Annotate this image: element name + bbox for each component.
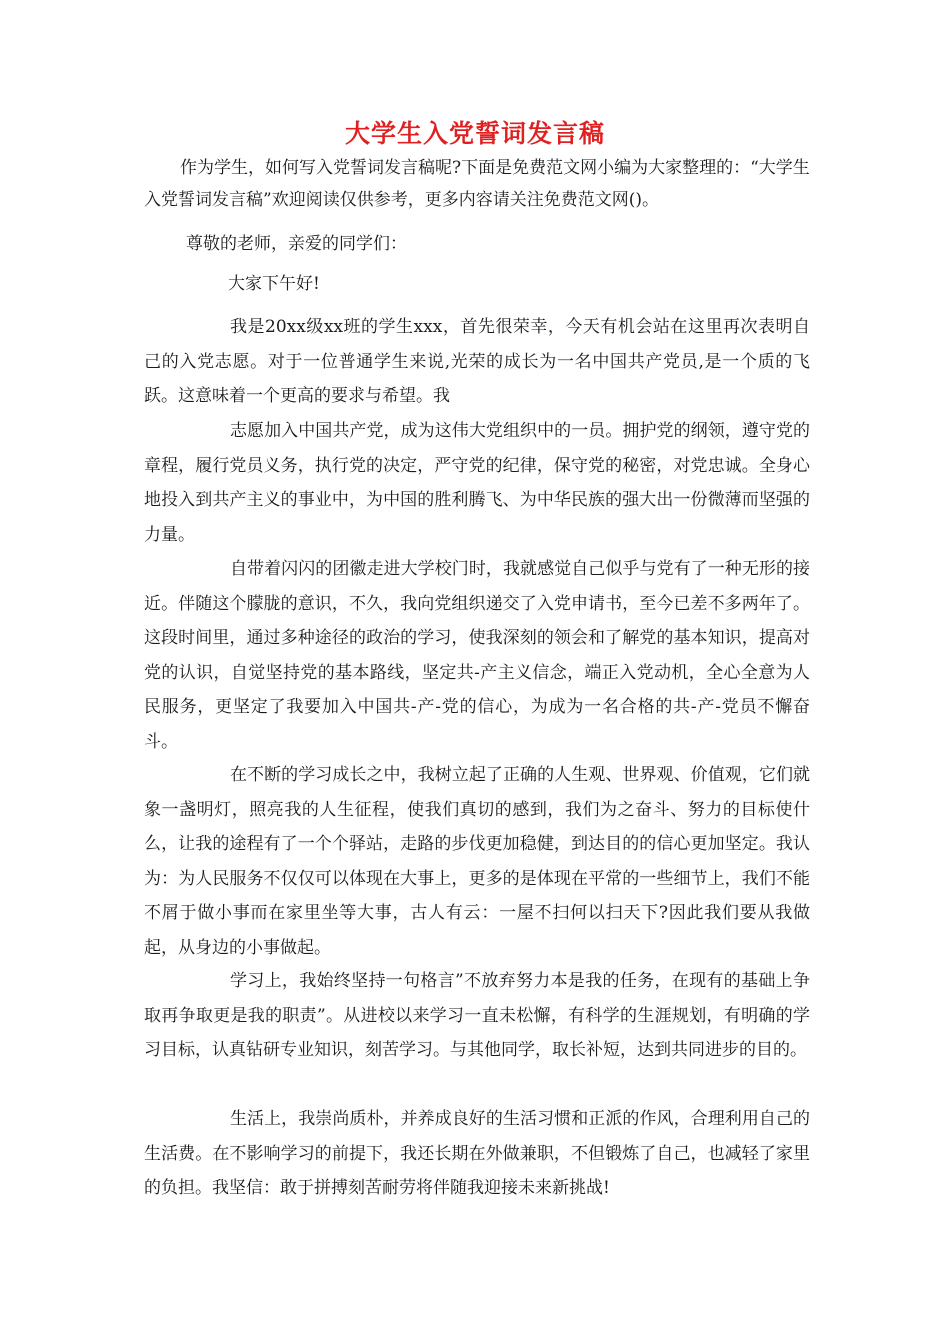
body-paragraph-6: 生活上，我崇尚质朴，并养成良好的生活习惯和正派的作风，合理利用自己的生活费。在不影响学习的前提下，我还长期在外做兼职，不但锻炼了自己，也减轻了家里的负担。我坚信：敢于拼搏刻苦耐劳将伴随我迎接未来新挑战! — [144, 1109, 810, 1198]
body-paragraph-5: 学习上，我始终坚持一句格言”不放弃努力本是我的任务，在现有的基础上争取再争取更是我的职责”。从进校以来学习一直未松懈，有科学的生涯规划，有明确的学习目标，认真钻研专业知识，刻苦学习。与其他同学，取长补短，达到共同进步的目的。 — [144, 971, 810, 1060]
greeting-line: 大家下午好! — [228, 274, 320, 294]
body-paragraph-2: 志愿加入中国共产党，成为这伟大党组织中的一员。拥护党的纲领，遵守党的章程，履行党员义务，执行党的决定，严守党的纪律，保守党的秘密，对党忠诚。全身心地投入到共产主义的事业中，为中国的胜利腾飞、为中华民族的强大出一份微薄而坚强的力量。 — [144, 421, 810, 545]
salutation-line: 尊敬的老师，亲爱的同学们： — [186, 234, 407, 254]
body-paragraph-3: 自带着闪闪的团徽走进大学校门时，我就感觉自己似乎与党有了一种无形的接近。伴随这个朦胧的意识，不久，我向党组织递交了入党申请书，至今已差不多两年了。这段时间里，通过多种途径的政治的学习，使我深刻的领会和了解党的基本知识，提高对党的认识，自觉坚持党的基本路线，坚定共-产主义信念，端正入党动机，全心全意为人民服务，更坚定了我要加入中国共-产-党的信心，为成为一名合格的共-产-党员不懈奋斗。 — [144, 559, 810, 752]
body-paragraph-4: 在不断的学习成长之中，我树立起了正确的人生观、世界观、价值观，它们就象一盏明灯，照亮我的人生征程，使我们真切的感到，我们为之奋斗、努力的目标使什么，让我的途程有了一个个驿站，走路的步伐更加稳健，到达目的的信心更加坚定。我认为：为人民服务不仅仅可以体现在大事上，更多的是体现在平常的一些细节上，我们不能不屑于做小事而在家里坐等大事，古人有云：一屋不扫何以扫天下?因此我们要从我做起，从身边的小事做起。 — [144, 765, 810, 958]
document-title: 大学生入党誓词发言稿 — [344, 119, 605, 148]
body-paragraph-1: 我是20xx级xx班的学生xxx，首先很荣幸，今天有机会站在这里再次表明自己的入党志愿。对于一位普通学生来说,光荣的成长为一名中国共产党员,是一个质的飞跃。这意味着一个更高的要求与希望。我 — [144, 317, 810, 406]
intro-paragraph: 作为学生，如何写入党誓词发言稿呢?下面是免费范文网小编为大家整理的：“大学生入党誓词发言稿”欢迎阅读仅供参考，更多内容请关注免费范文网()。 — [144, 158, 810, 210]
